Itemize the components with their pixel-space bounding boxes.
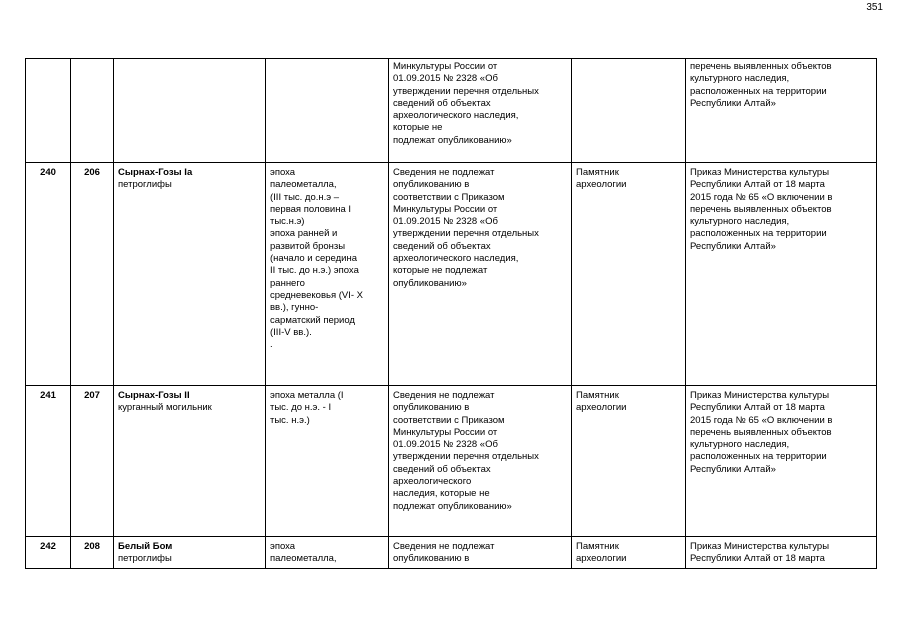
object-name: Белый Бом xyxy=(118,541,173,552)
row-number-cell: 242 xyxy=(26,537,71,569)
object-name: Сырнах-Гозы II xyxy=(118,390,190,401)
category-cell: Памятник археологии xyxy=(572,537,686,569)
category-cell xyxy=(572,59,686,163)
row-number-cell: 240 xyxy=(26,163,71,386)
page-number: 351 xyxy=(866,2,883,13)
object-name-cell xyxy=(114,537,266,569)
object-type: петроглифы xyxy=(118,179,172,191)
table-row xyxy=(26,537,877,569)
dating-cell: эпоха палеометалла, (III тыс. до.н.э – первая половина I тыс.н.э) эпоха ранней и развитой бронзы (начало и середина II тыс. до н.э.) эпоха раннего средневековья (VI- X вв.), гунно- сарматский период (III-V вв.). . xyxy=(266,163,389,386)
location-cell: Сведения не подлежат опубликованию в xyxy=(389,537,572,569)
dating-cell: эпоха металла (I тыс. до н.э. - I тыс. н.э.) xyxy=(266,386,389,537)
registry-number-cell: 208 xyxy=(71,537,114,569)
table-row xyxy=(26,163,877,386)
object-name-cell xyxy=(114,386,266,537)
heritage-table xyxy=(25,58,877,569)
category-cell: Памятник археологии xyxy=(572,163,686,386)
dating-cell xyxy=(266,59,389,163)
object-type: петроглифы xyxy=(118,553,172,565)
table-row xyxy=(26,59,877,163)
table-row xyxy=(26,386,877,537)
object-type: курганный могильник xyxy=(118,402,212,414)
object-name: Сырнах-Гозы Ia xyxy=(118,167,193,178)
row-number-cell: 241 xyxy=(26,386,71,537)
document-cell: перечень выявленных объектов культурного наследия, расположенных на территории Республики Алтай» xyxy=(686,59,877,163)
location-cell: Минкультуры России от 01.09.2015 № 2328 «Об утверждении перечня отдельных сведений об объектах археологического наследия, которые не подлежат опубликованию» xyxy=(389,59,572,163)
row-number-cell xyxy=(26,59,71,163)
registry-number-cell: 206 xyxy=(71,163,114,386)
category-cell: Памятник археологии xyxy=(572,386,686,537)
object-name-cell xyxy=(114,163,266,386)
dating-cell: эпоха палеометалла, xyxy=(266,537,389,569)
object-name-cell xyxy=(114,59,266,163)
location-cell: Сведения не подлежат опубликованию в соответствии с Приказом Минкультуры России от 01.09.2015 № 2328 «Об утверждении перечня отдельных сведений об объектах археологического наследия, которые не подлежат опубликованию» xyxy=(389,386,572,537)
document-cell: Приказ Министерства культуры Республики Алтай от 18 марта xyxy=(686,537,877,569)
registry-number-cell: 207 xyxy=(71,386,114,537)
document-cell: Приказ Министерства культуры Республики Алтай от 18 марта 2015 года № 65 «О включении в перечень выявленных объектов культурного наследия, расположенных на территории Республики Алтай» xyxy=(686,386,877,537)
document-cell: Приказ Министерства культуры Республики Алтай от 18 марта 2015 года № 65 «О включении в перечень выявленных объектов культурного наследия, расположенных на территории Республики Алтай» xyxy=(686,163,877,386)
location-cell: Сведения не подлежат опубликованию в соответствии с Приказом Минкультуры России от 01.09.2015 № 2328 «Об утверждении перечня отдельных сведений об объектах археологического наследия, которые не подлежат опубликованию» xyxy=(389,163,572,386)
registry-number-cell xyxy=(71,59,114,163)
